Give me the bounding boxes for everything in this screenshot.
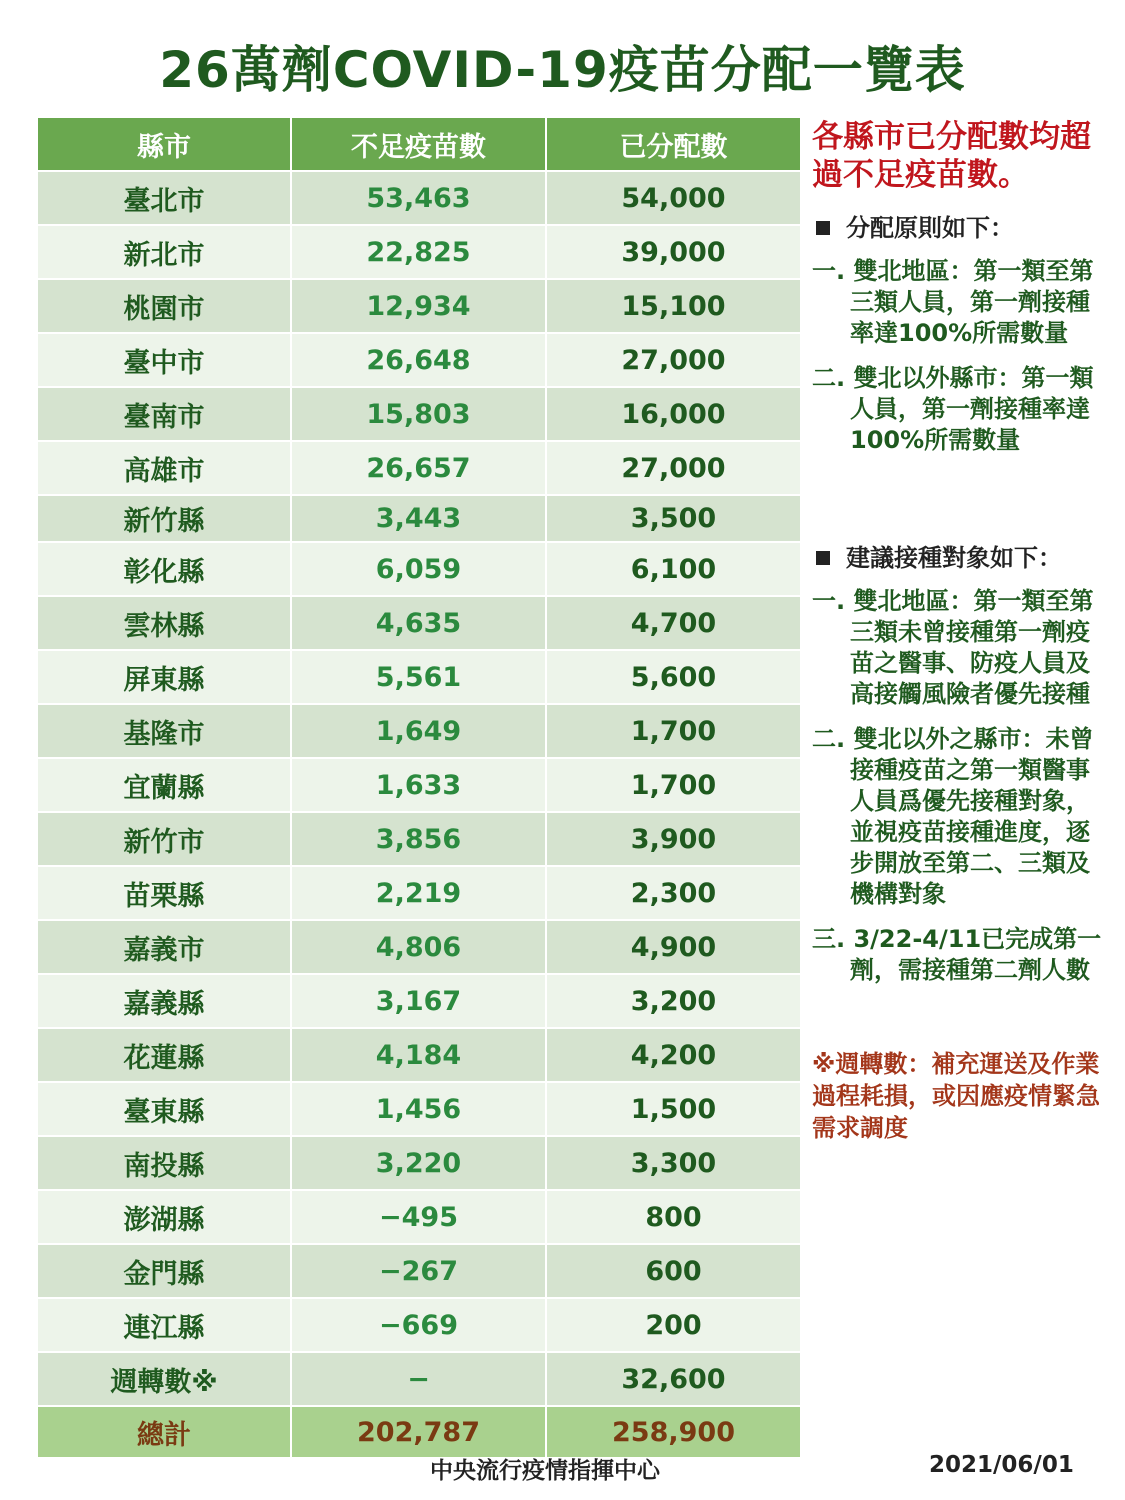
city-cell: 花蓮縣 [37, 1028, 291, 1082]
city-cell: 金門縣 [37, 1244, 291, 1298]
allocated-cell: 1,700 [546, 704, 801, 758]
allocated-cell: 27,000 [546, 441, 801, 495]
total-label: 總計 [37, 1406, 291, 1458]
city-cell: 彰化縣 [37, 542, 291, 596]
table-row [37, 1028, 801, 1082]
allocated-cell: 5,600 [546, 650, 801, 704]
target-item: 一. 雙北地區：第一類至第三類未曾接種第一劑疫苗之醫事、防疫人員及高接觸風險者優先接種 [812, 587, 1094, 708]
shortage-cell: 6,059 [291, 542, 546, 596]
page-title: 26萬劑COVID-19疫苗分配一覽表 [159, 41, 966, 99]
city-cell: 臺東縣 [37, 1082, 291, 1136]
targets-heading: 建議接種對象如下： [812, 542, 1112, 574]
city-cell: 桃園市 [37, 279, 291, 333]
table-row [37, 650, 801, 704]
square-bullet-icon [816, 551, 830, 565]
shortage-cell: −495 [291, 1190, 546, 1244]
table-row [37, 542, 801, 596]
allocated-cell: 6,100 [546, 542, 801, 596]
city-cell: 嘉義市 [37, 920, 291, 974]
table-row [37, 225, 801, 279]
city-cell: 苗栗縣 [37, 866, 291, 920]
total-row [37, 1406, 801, 1458]
principles-heading: 分配原則如下： [812, 212, 1112, 244]
allocated-cell: 1,700 [546, 758, 801, 812]
allocated-cell: 27,000 [546, 333, 801, 387]
shortage-cell: 22,825 [291, 225, 546, 279]
header-shortage: 不足疫苗數 [291, 117, 546, 171]
allocated-cell: 4,700 [546, 596, 801, 650]
table-row [37, 812, 801, 866]
shortage-cell: 53,463 [291, 171, 546, 225]
table-row [37, 1082, 801, 1136]
target-item: 三. 3/22-4/11已完成第一劑，需接種第二劑人數 [812, 925, 1102, 984]
shortage-cell: 1,456 [291, 1082, 546, 1136]
shortage-cell: 26,657 [291, 441, 546, 495]
city-cell: 南投縣 [37, 1136, 291, 1190]
header-city: 縣市 [37, 117, 291, 171]
footer-date: 2021/06/01 [929, 1452, 1074, 1478]
city-cell: 雲林縣 [37, 596, 291, 650]
total-shortage: 202,787 [291, 1406, 546, 1458]
allocated-cell: 4,200 [546, 1028, 801, 1082]
side-notes [812, 118, 1112, 1144]
city-cell: 新北市 [37, 225, 291, 279]
shortage-cell: 15,803 [291, 387, 546, 441]
table-row [37, 279, 801, 333]
total-allocated: 258,900 [546, 1406, 801, 1458]
shortage-cell: 4,184 [291, 1028, 546, 1082]
allocated-cell: 3,200 [546, 974, 801, 1028]
shortage-cell: 12,934 [291, 279, 546, 333]
footer-organization: 中央流行疫情指揮中心 [430, 1458, 660, 1484]
shortage-cell: 3,220 [291, 1136, 546, 1190]
shortage-cell: 1,633 [291, 758, 546, 812]
allocated-cell: 39,000 [546, 225, 801, 279]
principle-item: 一. 雙北地區：第一類至第三類人員，第一劑接種率達100%所需數量 [812, 257, 1094, 347]
city-cell: 臺南市 [37, 387, 291, 441]
shortage-cell: 3,167 [291, 974, 546, 1028]
allocated-cell: 4,900 [546, 920, 801, 974]
red-note: 各縣市已分配數均超過不足疫苗數。 [812, 119, 1091, 193]
city-cell: 嘉義縣 [37, 974, 291, 1028]
table-row [37, 333, 801, 387]
table-row [37, 1136, 801, 1190]
allocated-cell: 3,500 [546, 495, 801, 542]
shortage-cell: −669 [291, 1298, 546, 1352]
principle-item: 二. 雙北以外縣市：第一類人員，第一劑接種率達100%所需數量 [812, 364, 1094, 454]
table-row [37, 704, 801, 758]
allocated-cell: 1,500 [546, 1082, 801, 1136]
city-cell: 高雄市 [37, 441, 291, 495]
header-allocated: 已分配數 [546, 117, 801, 171]
city-cell: 屏東縣 [37, 650, 291, 704]
allocated-cell: 600 [546, 1244, 801, 1298]
table-row [37, 758, 801, 812]
shortage-cell: 4,635 [291, 596, 546, 650]
shortage-cell: 3,443 [291, 495, 546, 542]
city-cell: 臺中市 [37, 333, 291, 387]
allocated-cell: 54,000 [546, 171, 801, 225]
table-row [37, 441, 801, 495]
allocated-cell: 32,600 [546, 1352, 801, 1406]
city-cell: 新竹縣 [37, 495, 291, 542]
shortage-cell: −267 [291, 1244, 546, 1298]
allocated-cell: 200 [546, 1298, 801, 1352]
city-cell: 週轉數※ [37, 1352, 291, 1406]
shortage-cell: 26,648 [291, 333, 546, 387]
table-row [37, 171, 801, 225]
allocated-cell: 3,900 [546, 812, 801, 866]
table-row [37, 974, 801, 1028]
shortage-cell: 2,219 [291, 866, 546, 920]
shortage-cell: 5,561 [291, 650, 546, 704]
table-row [37, 387, 801, 441]
table-row [37, 1244, 801, 1298]
turnover-note: ※週轉數：補充運送及作業過程耗損，或因應疫情緊急需求調度 [812, 1050, 1100, 1142]
city-cell: 臺北市 [37, 171, 291, 225]
shortage-cell: 1,649 [291, 704, 546, 758]
table-row [37, 596, 801, 650]
target-item: 二. 雙北以外之縣市：未曾接種疫苗之第一類醫事人員爲優先接種對象，並視疫苗接種進度，逐步開放至第二、三類及機構對象 [812, 725, 1094, 908]
city-cell: 基隆市 [37, 704, 291, 758]
city-cell: 新竹市 [37, 812, 291, 866]
table-row [37, 495, 801, 542]
square-bullet-icon [816, 221, 830, 235]
table-row [37, 920, 801, 974]
city-cell: 宜蘭縣 [37, 758, 291, 812]
city-cell: 連江縣 [37, 1298, 291, 1352]
allocation-table [36, 116, 802, 1459]
allocated-cell: 15,100 [546, 279, 801, 333]
shortage-cell: 3,856 [291, 812, 546, 866]
allocated-cell: 3,300 [546, 1136, 801, 1190]
shortage-cell: − [291, 1352, 546, 1406]
table-header-row [37, 117, 801, 171]
shortage-cell: 4,806 [291, 920, 546, 974]
table-row [37, 1190, 801, 1244]
table-row [37, 1352, 801, 1406]
allocated-cell: 800 [546, 1190, 801, 1244]
allocated-cell: 2,300 [546, 866, 801, 920]
city-cell: 澎湖縣 [37, 1190, 291, 1244]
table-row [37, 1298, 801, 1352]
table-row [37, 866, 801, 920]
allocated-cell: 16,000 [546, 387, 801, 441]
